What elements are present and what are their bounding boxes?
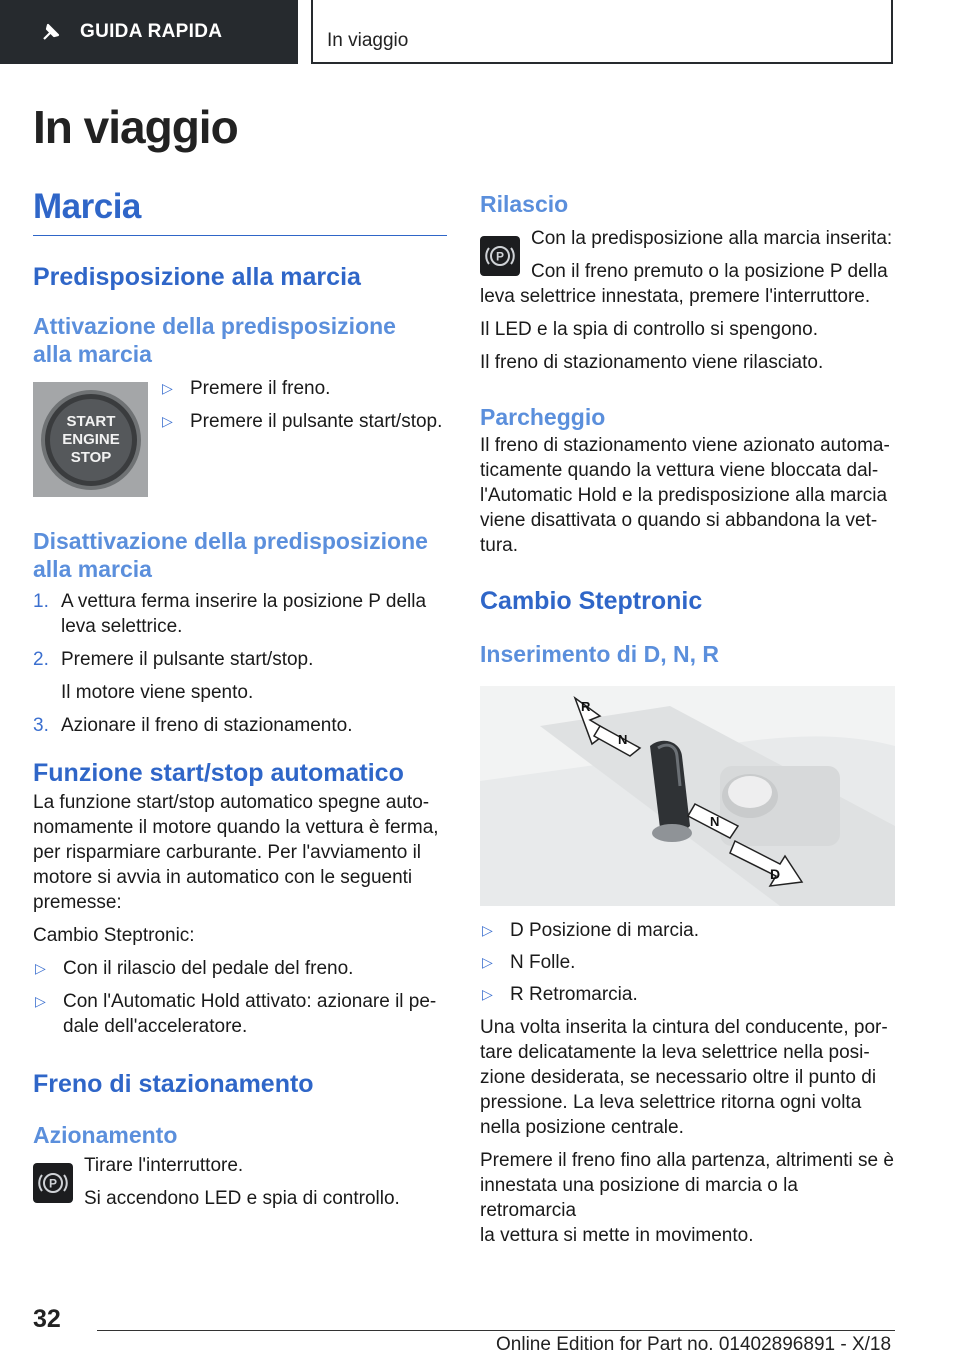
parking-brake-icon — [480, 236, 520, 276]
disattivazione-heading — [33, 527, 447, 583]
text-line: pressione. La leva selettrice ritorna ogni volta — [480, 1092, 862, 1113]
page-title: In viaggio — [33, 101, 238, 153]
step-number: 1. — [33, 591, 49, 612]
text-line: innestata una posizione di marcia o la retromarcia — [480, 1175, 798, 1221]
triangle-bullet-icon: ▷ — [482, 922, 493, 938]
list-item — [33, 989, 447, 1039]
list-item-text: Con il rilascio del pedale del freno. — [63, 958, 354, 979]
attivazione-block — [33, 378, 447, 497]
text-line: Premere il freno fino alla partenza, altrimenti se è — [480, 1150, 894, 1171]
text-line: Con la predisposizione alla marcia inserita: — [531, 228, 893, 249]
list-item — [480, 918, 895, 943]
footer-divider — [97, 1330, 895, 1331]
start-stop-button-image — [33, 382, 148, 497]
predisposizione-heading: Predisposizione alla marcia — [33, 263, 361, 291]
stop-label: STOP — [70, 449, 112, 466]
triangle-bullet-icon: ▷ — [482, 986, 493, 1002]
step-item — [33, 713, 447, 738]
freno-heading: Freno di stazionamento — [33, 1070, 314, 1098]
pin-icon — [40, 21, 62, 43]
left-column — [33, 187, 447, 1211]
text-line: nomamente il motore quando la vettura è ferma, — [33, 817, 439, 838]
list-item-text: Premere il pulsante start/stop. — [190, 411, 443, 432]
step-text: Azionare il freno di stazionamento. — [61, 715, 353, 736]
steptronic-heading: Cambio Steptronic — [480, 587, 703, 615]
section-tab[interactable] — [311, 0, 893, 64]
azionamento-block — [33, 1155, 447, 1211]
parcheggio-paragraph — [480, 433, 895, 558]
section-tab-label: In viaggio — [327, 30, 409, 51]
triangle-bullet-icon: ▷ — [482, 954, 493, 970]
text-line: l'Automatic Hold e la predisposizione alla marcia — [480, 485, 888, 506]
disattivazione-heading-line: Disattivazione della predisposizione — [33, 528, 428, 554]
svg-text:P: P — [48, 1176, 58, 1191]
step-note: Il motore viene spento. — [61, 682, 254, 703]
list-item-text: D Posizione di marcia. — [510, 920, 700, 941]
attivazione-heading — [33, 312, 447, 368]
triangle-bullet-icon: ▷ — [35, 960, 46, 976]
step-text: leva selettrice. — [61, 616, 183, 637]
triangle-bullet-icon: ▷ — [35, 993, 46, 1009]
list-item-text: Con l'Automatic Hold attivato: azionare il pe- — [63, 991, 437, 1012]
text-line: tare delicatamente la leva selettrice nella posi- — [480, 1042, 870, 1063]
parking-brake-icon — [33, 1163, 73, 1203]
right-column — [480, 190, 895, 1248]
attivazione-bullets — [160, 376, 450, 434]
inserimento-heading: Inserimento di D, N, R — [480, 641, 719, 667]
gear-letter-n-upper: N — [618, 732, 628, 747]
gear-letter-r: R — [581, 699, 591, 714]
azionamento-text — [84, 1153, 400, 1211]
azionamento-heading: Azionamento — [33, 1122, 178, 1148]
step-item — [33, 647, 447, 672]
disattivazione-heading-line: alla marcia — [33, 556, 152, 582]
disattivazione-steps — [33, 589, 447, 738]
text-line: Il LED e la spia di controllo si spengono. — [480, 319, 818, 340]
text-line: zione desiderata, se necessario oltre il punto di — [480, 1067, 877, 1088]
gear-selector-image — [480, 686, 895, 906]
step-text: Premere il pulsante start/stop. — [61, 649, 314, 670]
text-line: Tirare l'interruttore. — [84, 1155, 244, 1176]
text-line: leva selettrice innestata, premere l'interruttore. — [480, 286, 871, 307]
text-line: per risparmiare carburante. Per l'avviamento il — [33, 842, 422, 863]
list-item — [480, 950, 895, 975]
triangle-bullet-icon: ▷ — [162, 380, 173, 396]
text-line: Con il freno premuto o la posizione P della — [531, 261, 888, 282]
text-line: Il freno di stazionamento viene rilasciato. — [480, 352, 824, 373]
gear-bullets — [480, 918, 895, 1007]
freno-paragraph — [480, 1148, 895, 1248]
heading-divider — [33, 235, 447, 236]
cintura-paragraph — [480, 1015, 895, 1140]
attivazione-heading-line: Attivazione della predisposizione — [33, 313, 396, 339]
list-item-text: R Retromarcia. — [510, 984, 638, 1005]
list-item — [33, 956, 447, 981]
step-text: A vettura ferma inserire la posizione P della — [61, 591, 427, 612]
step-number: 2. — [33, 649, 49, 670]
text-line: Si accendono LED e spia di controllo. — [84, 1188, 400, 1209]
list-item-text: Premere il freno. — [190, 378, 331, 399]
list-item — [160, 376, 450, 401]
text-line: Una volta inserita la cintura del conducente, por- — [480, 1017, 888, 1038]
rilascio-text — [531, 226, 892, 284]
text-line: premesse: — [33, 892, 122, 913]
text-line: Il freno di stazionamento viene azionato automa- — [480, 435, 890, 456]
text-line: La funzione start/stop automatico spegne auto- — [33, 792, 430, 813]
text-line: nella posizione centrale. — [480, 1117, 684, 1138]
engine-label: ENGINE — [62, 431, 120, 448]
text-line: ticamente quando la vettura viene bloccata dal- — [480, 460, 879, 481]
text-line: tura. — [480, 535, 519, 556]
marcia-heading: Marcia — [33, 187, 141, 226]
startstop-heading: Funzione start/stop automatico — [33, 759, 404, 787]
startstop-paragraph — [33, 790, 447, 915]
list-item-text: dale dell'acceleratore. — [63, 1016, 248, 1037]
edition-text: Online Edition for Part no. 01402896891 - X/18 — [496, 1334, 892, 1355]
list-item-text: N Folle. — [510, 952, 576, 973]
svg-text:P: P — [495, 249, 505, 264]
quick-guide-label: GUIDA RAPIDA — [80, 21, 223, 42]
start-label: START — [66, 413, 116, 430]
gear-letter-d: D — [770, 866, 781, 882]
startstop-bullets — [33, 956, 447, 1039]
text-line: la vettura si mette in movimento. — [480, 1225, 754, 1246]
quick-guide-tab[interactable] — [0, 0, 298, 64]
parcheggio-heading: Parcheggio — [480, 404, 606, 430]
text-line: viene disattivata o quando si abbandona la vet- — [480, 510, 878, 531]
cambio-label: Cambio Steptronic: — [33, 925, 195, 946]
gear-letter-n-lower: N — [710, 814, 720, 829]
attivazione-heading-line: alla marcia — [33, 341, 152, 367]
triangle-bullet-icon: ▷ — [162, 413, 173, 429]
list-item — [480, 982, 895, 1007]
list-item — [160, 409, 450, 434]
step-number: 3. — [33, 715, 49, 736]
page-number: 32 — [33, 1305, 61, 1333]
rilascio-block — [480, 226, 895, 284]
step-item — [33, 589, 447, 639]
rilascio-heading: Rilascio — [480, 191, 569, 217]
text-line: motore si avvia in automatico con le seguenti — [33, 867, 413, 888]
